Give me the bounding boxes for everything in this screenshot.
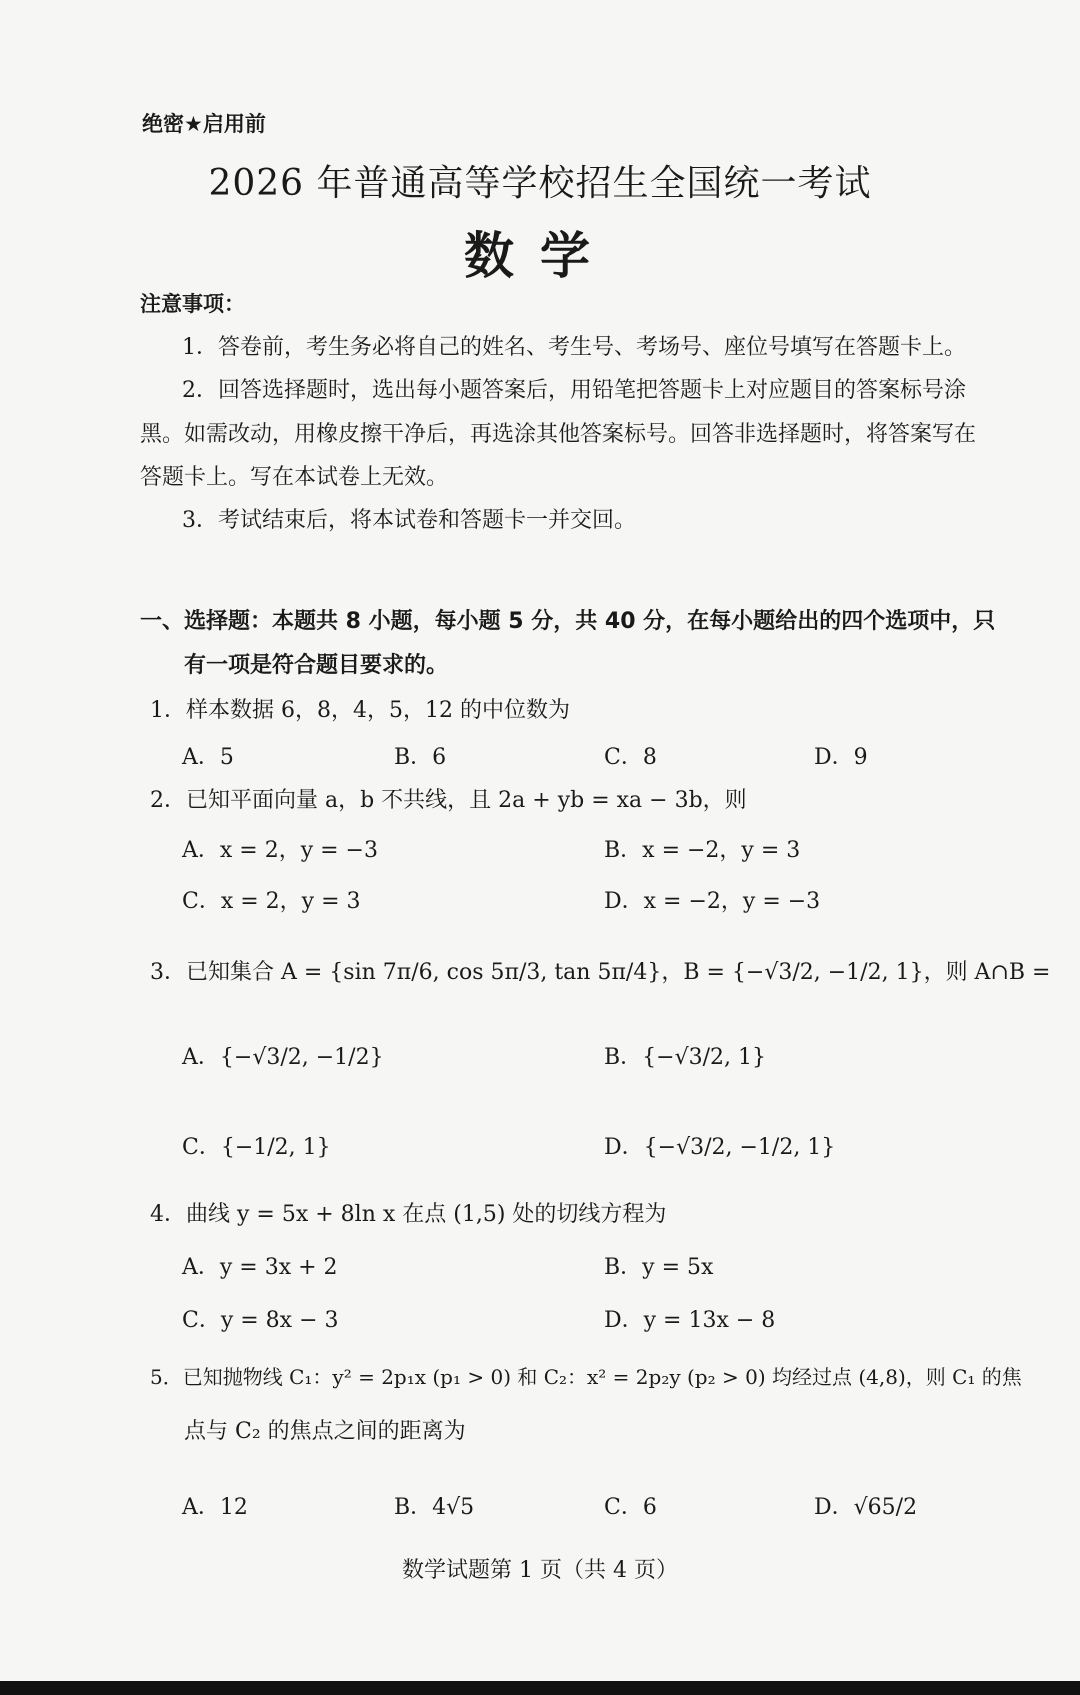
notice-item-2-end: 答题卡上。写在本试卷上无效。 [140,465,449,490]
question-1-stem: 1．样本数据 6，8，4，5，12 的中位数为 [150,698,570,723]
question-3-option-b: B．{−√3/2, 1} [604,1045,767,1070]
question-4-option-b: B．y = 5x [604,1255,714,1280]
question-3-stem: 3．已知集合 A = {sin 7π/6, cos 5π/3, tan 5π/4}，B = {−√3/2, −1/2, 1}，则 A∩B = [150,960,1051,985]
question-2-option-b: B．x = −2，y = 3 [604,838,801,863]
question-5-option-b: B．4√5 [394,1495,475,1520]
subject-title: 数学 [464,227,616,285]
question-5-stem-cont: 点与 C₂ 的焦点之间的距离为 [184,1419,466,1444]
notice-heading: 注意事项： [140,292,245,316]
question-2-option-a: A．x = 2，y = −3 [182,838,378,863]
question-1-option-b: B．6 [394,745,447,770]
question-4-option-c: C．y = 8x − 3 [182,1308,339,1333]
question-3-option-d: D．{−√3/2, −1/2, 1} [604,1135,836,1160]
confidential-mark: 绝密★启用前 [142,112,266,136]
question-3-option-c: C．{−1/2, 1} [182,1135,331,1160]
question-5-option-d: D．√65/2 [814,1495,918,1520]
section-heading: 一、选择题：本题共 8 小题，每小题 5 分，共 40 分，在每小题给出的四个选项中，只 [140,609,996,634]
question-2-option-c: C．x = 2，y = 3 [182,889,361,914]
notice-item-1: 1．答卷前，考生务必将自己的姓名、考生号、考场号、座位号填写在答题卡上。 [182,335,966,360]
exam-title: 2026 年普通高等学校招生全国统一考试 [208,163,872,204]
question-5-stem: 5．已知抛物线 C₁：y² = 2p₁x (p₁ > 0) 和 C₂：x² = 2p₂y (p₂ > 0) 均经过点 (4,8)，则 C₁ 的焦 [150,1365,1022,1389]
question-5-option-a: A．12 [182,1495,248,1520]
scan-edge [0,1681,1080,1695]
question-4-option-a: A．y = 3x + 2 [182,1255,338,1280]
question-4-stem: 4．曲线 y = 5x + 8ln x 在点 (1,5) 处的切线方程为 [150,1202,667,1227]
notice-item-2: 2．回答选择题时，选出每小题答案后，用铅笔把答题卡上对应题目的答案标号涂 [182,378,966,403]
question-5-option-c: C．6 [604,1495,657,1520]
question-1-option-a: A．5 [182,745,234,770]
question-1-option-d: D．9 [814,745,868,770]
notice-item-2-cont: 黑。如需改动，用橡皮擦干净后，再选涂其他答案标号。回答非选择题时，将答案写在 [140,422,977,447]
section-heading-cont: 有一项是符合题目要求的。 [184,653,449,678]
question-4-option-d: D．y = 13x − 8 [604,1308,776,1333]
question-2-option-d: D．x = −2，y = −3 [604,889,821,914]
question-1-option-c: C．8 [604,745,657,770]
notice-item-3: 3．考试结束后，将本试卷和答题卡一并交回。 [182,508,636,533]
question-2-stem: 2．已知平面向量 a，b 不共线，且 2a + yb = xa − 3b，则 [150,788,747,813]
page-footer: 数学试题第 1 页（共 4 页） [402,1558,678,1583]
question-3-option-a: A．{−√3/2, −1/2} [182,1045,384,1070]
